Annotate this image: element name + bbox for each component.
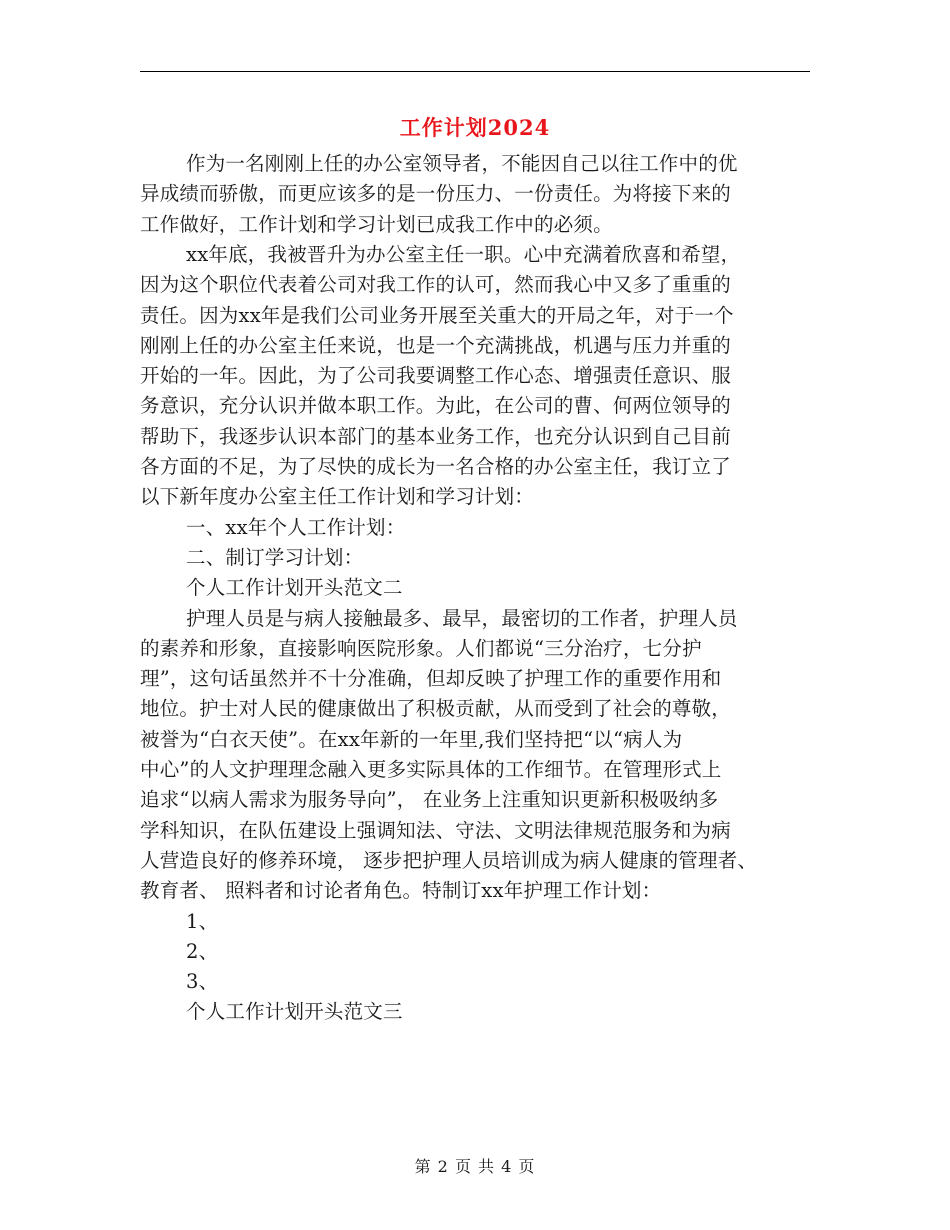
- paragraph-line: 一、xx年个人工作计划：: [186, 515, 406, 539]
- paragraph-line: 个人工作计划开头范文二: [186, 576, 403, 600]
- page-number-footer: 第 2 页 共 4 页: [414, 1157, 536, 1176]
- document-title: 工作计划2024: [399, 115, 551, 140]
- paragraph-line: 刚刚上任的办公室主任来说，也是一个充满挑战，机遇与压力并重的: [140, 333, 732, 357]
- paragraph-line: 中心”的人文护理理念融入更多实际具体的工作细节。在管理形式上: [140, 758, 722, 781]
- paragraph-line: xx年底，我被晋升为办公室主任一职。心中充满着欣喜和希望，: [186, 242, 741, 266]
- paragraph-line: 帮助下，我逐步认识本部门的基本业务工作，也充分认识到自己目前: [140, 424, 732, 448]
- paragraph-line: 被誉为“白衣天使”。在xx年新的一年里,我们坚持把“以“病人为: [140, 727, 683, 751]
- paragraph-line: 个人工作计划开头范文三: [186, 1000, 403, 1024]
- paragraph-line: 的素养和形象，直接影响医院形象。人们都说“三分治疗，七分护: [140, 636, 702, 660]
- paragraph-line: 1、: [186, 909, 219, 933]
- paragraph-line: 开始的一年。因此，为了公司我要调整工作心态、增强责任意识、服: [140, 364, 732, 388]
- paragraph-line: 以下新年度办公室主任工作计划和学习计划：: [140, 485, 535, 509]
- paragraph-line: 务意识，充分认识并做本职工作。为此，在公司的曹、何两位领导的: [140, 394, 732, 418]
- paragraph-line: 异成绩而骄傲，而更应该多的是一份压力、一份责任。为将接下来的: [140, 182, 732, 206]
- paragraph-line: 3、: [186, 970, 219, 994]
- paragraph-line: 因为这个职位代表着公司对我工作的认可，然而我心中又多了重重的: [140, 273, 732, 297]
- paragraph-line: 2、: [186, 939, 219, 963]
- paragraph-line: 护理人员是与病人接触最多、最早，最密切的工作者，护理人员: [186, 606, 738, 630]
- paragraph-line: 责任。因为xx年是我们公司业务开展至关重大的开局之年，对于一个: [140, 303, 734, 327]
- paragraph-line: 教育者、 照料者和讨论者角色。特制订xx年护理工作计划：: [140, 879, 662, 903]
- paragraph-line: 人营造良好的修养环境， 逐步把护理人员培训成为病人健康的管理者、: [140, 848, 758, 872]
- paragraph-line: 理”，这句话虽然并不十分准确，但却反映了护理工作的重要作用和: [140, 667, 722, 691]
- paragraph-line: 工作做好，工作计划和学习计划已成我工作中的必须。: [140, 212, 613, 236]
- paragraph-line: 追求“以病人需求为服务导向”， 在业务上注重知识更新积极吸纳多: [140, 788, 719, 812]
- paragraph-line: 二、制订学习计划：: [186, 545, 364, 569]
- paragraph-line: 学科知识，在队伍建设上强调知法、守法、文明法律规范服务和为病: [140, 818, 732, 842]
- paragraph-line: 作为一名刚刚上任的办公室领导者，不能因自己以往工作中的优: [186, 152, 738, 175]
- paragraph-line: 各方面的不足，为了尽快的成长为一名合格的办公室主任，我订立了: [140, 455, 732, 478]
- header-rule: [140, 71, 810, 72]
- paragraph-line: 地位。护士对人民的健康做出了积极贡献，从而受到了社会的尊敬，: [140, 697, 732, 721]
